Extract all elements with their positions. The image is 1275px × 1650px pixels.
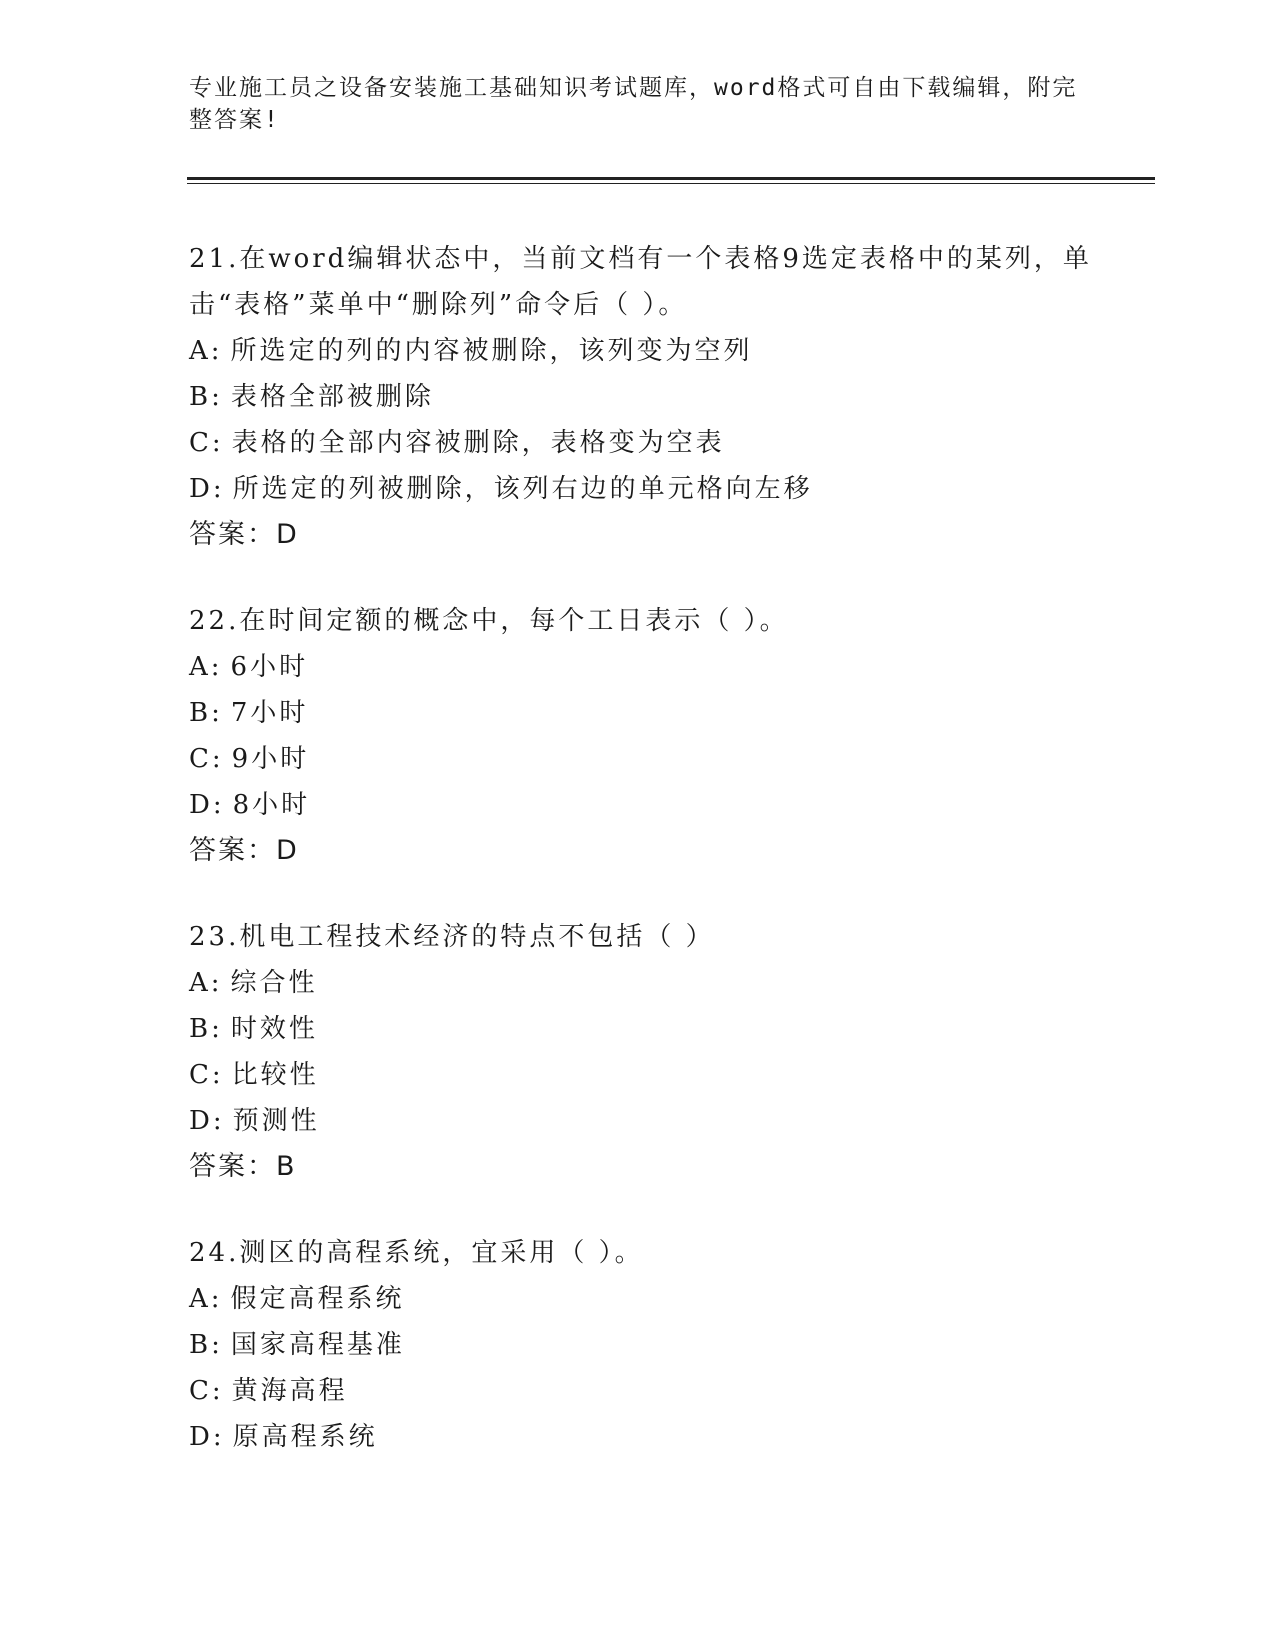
question-24 — [189, 1230, 1149, 1460]
option-text: 7小时 — [230, 698, 309, 728]
option-key: B: — [189, 1014, 223, 1044]
option-text: 预测性 — [232, 1106, 320, 1136]
option-text: 综合性 — [230, 968, 318, 998]
option-key: D: — [189, 474, 225, 504]
document-header: 专业施工员之设备安装施工基础知识考试题库，word格式可自由下载编辑，附完整答案! — [189, 75, 1078, 133]
option-key: D: — [189, 1106, 225, 1136]
option-key: C: — [189, 1060, 224, 1090]
option-text: 表格全部被删除 — [230, 382, 434, 412]
option-text: 6小时 — [230, 652, 309, 682]
question-stem: 23.机电工程技术经济的特点不包括（ ） — [189, 922, 715, 952]
answer-line: 答案：D — [189, 519, 299, 550]
option-c — [189, 1052, 1149, 1098]
option-key: C: — [189, 428, 224, 458]
answer-line: 答案：D — [189, 835, 299, 866]
option-b — [189, 690, 1149, 736]
option-c — [189, 420, 1149, 466]
option-text: 所选定的列的内容被删除，该列变为空列 — [230, 336, 753, 366]
answer-line: 答案：B — [189, 1151, 297, 1182]
option-d — [189, 782, 1149, 828]
option-text: 时效性 — [230, 1014, 318, 1044]
option-key: B: — [189, 382, 223, 412]
option-key: D: — [189, 1422, 225, 1452]
option-b — [189, 374, 1149, 420]
option-key: D: — [189, 790, 225, 820]
question-stem: 21.在word编辑状态中，当前文档有一个表格9选定表格中的某列，单击“表格”菜单中“删除列”命令后（ ）。 — [189, 244, 1092, 320]
option-key: A: — [189, 652, 223, 682]
question-23 — [189, 914, 1149, 1190]
option-text: 9小时 — [231, 744, 310, 774]
option-key: A: — [189, 336, 223, 366]
option-b — [189, 1322, 1149, 1368]
option-b — [189, 1006, 1149, 1052]
option-key: C: — [189, 744, 224, 774]
question-stem: 24.测区的高程系统，宜采用（ ）。 — [189, 1238, 644, 1268]
question-list — [189, 236, 1149, 1500]
question-22 — [189, 598, 1149, 874]
question-21 — [189, 236, 1149, 558]
option-text: 比较性 — [231, 1060, 319, 1090]
option-a — [189, 328, 1149, 374]
header-rule-thick — [187, 177, 1155, 180]
option-d — [189, 1414, 1149, 1460]
option-d — [189, 1098, 1149, 1144]
option-text: 所选定的列被删除，该列右边的单元格向左移 — [232, 474, 813, 504]
option-text: 原高程系统 — [232, 1422, 378, 1452]
option-text: 黄海高程 — [231, 1376, 348, 1406]
option-a — [189, 644, 1149, 690]
option-c — [189, 736, 1149, 782]
option-key: B: — [189, 1330, 223, 1360]
option-key: A: — [189, 1284, 223, 1314]
option-a — [189, 960, 1149, 1006]
question-stem: 22.在时间定额的概念中，每个工日表示（ ）。 — [189, 606, 789, 636]
option-text: 国家高程基准 — [230, 1330, 405, 1360]
option-key: B: — [189, 698, 223, 728]
option-text: 8小时 — [232, 790, 311, 820]
option-key: A: — [189, 968, 223, 998]
option-text: 假定高程系统 — [230, 1284, 405, 1314]
header-rule-thin — [187, 183, 1155, 184]
option-text: 表格的全部内容被删除，表格变为空表 — [231, 428, 725, 458]
option-d — [189, 466, 1149, 512]
option-a — [189, 1276, 1149, 1322]
option-c — [189, 1368, 1149, 1414]
option-key: C: — [189, 1376, 224, 1406]
